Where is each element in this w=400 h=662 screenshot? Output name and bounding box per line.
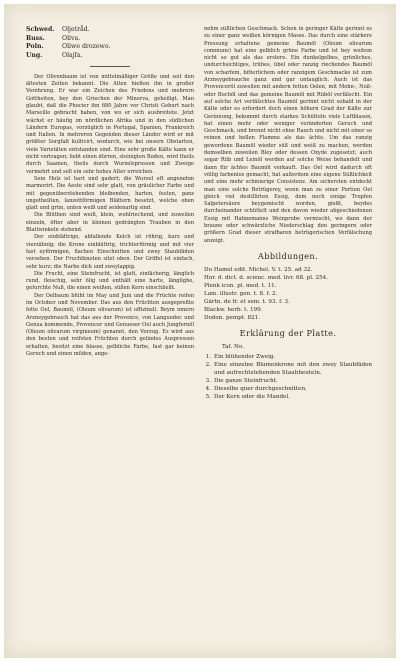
reference-item: Dodon. pempt. 821. xyxy=(204,314,260,321)
body-paragraph: Sein Holz ist hart und gadert; die Wurzel oft angenehm marmorirt. Die Aeste sind sehr glatt, von gräulicher Farbe und mit gegenüberstehenden bleibenden, harten, festen, ganz ungetheilten, lanzettförmigen Blättern besetzt, welche oben glatt und grün, unten weiß und seidenartig sind. xyxy=(26,175,194,212)
reference-item: Hor. d. dict. d. scienc. med. livr. 68. pl. 254. xyxy=(204,274,328,281)
vernacular-names xyxy=(26,26,194,60)
names-value: Oliwe drozewo. xyxy=(62,43,111,51)
reference-item: Lam. illustr. gen. t. 8. f. 2. xyxy=(204,290,278,297)
right-column xyxy=(204,26,372,401)
names-lang: Ung. xyxy=(26,51,43,59)
names-lang: Schwed. xyxy=(26,26,55,33)
section-divider xyxy=(90,66,130,67)
figure-list xyxy=(204,353,372,401)
body-paragraph: nehm süßlichen Geschmack. Schon in geringer Kälte gerinnt es zu einer ganz weißen körnigen Masse. Das durch eine stärkere Pressung erhaltene gemeine Baumöl (Oleum olivarum commune) hat eine gelblich grüne Farbe und ist bey weitem nicht so gut als das erstere. Ein dunkelgelbes, grünliches, undurchsichtiges, trübes, übel oder ranzig riechendes Baumöl von scharfem, bitterlichem oder ranzigem Geschmacke ist zum Arzneygebrauche ganz und gar untauglich. Auch ist das Provenceröl zuweilen mit andern fetten Oelen, mit Mohn-, Nuß- oder Buchöl und das gemeine Baumöl mit Rüböl verfälscht. Ein auf solche Art verfälschtes Baumöl gerinnt nicht sobald in der Kälte oder es erfordert doch einen höhern Grad der Kälte zur Gerinnung, bekommt durch starkes Schütteln viele Luftblasen, hat einen mehr oder weniger veränderten Geruch und Geschmack, und brennt nicht ohne Rauch und nicht mit einer so reinen und hellen Flamme als das ächte. Um das ranzig gewordene Baumöl wieder süß und weiß zu machen, werden demselben zuweilen Bley oder dessen Oxyde zugesetzt; auch sogar Rüb und Leinöl werden auf solche Weise behandelt und dann für ächtes Baumöl verkauft. Das Oel wird dadurch oft völlig farbenlos gemacht, hat außerdem eine eigene Süßlichkeit und eine mehr schmierige Consistenz. Am sichersten entdeckt man eine solche Betrügerey, wenn man zu einer Portion Oel gleich viel destillirten Essig, dem noch einige Tropfen Salpetersäure beygemischt worden, gießt, beydes durcheinander schüttelt und den davon wieder abgeschiedenen Essig mit Hahnemanns Weinprobe vermischt, wo dann der braune oder schwärzliche Niederschlag den geringern oder größern Grad dieser strafbaren betrügerischen Verfälschung anzeigt. xyxy=(204,26,372,244)
reference-item: Gärtn. de fr. et sem. t. 93. f. 3. xyxy=(204,298,290,305)
names-value: Oliva. xyxy=(62,34,81,42)
names-lang: Russ. xyxy=(26,34,45,42)
body-paragraph: Der einblättrige, abfallende Kelch ist röhrig, kurz und vierzähnig; die Krone einblättrig, trichterförmig und mit vier fast eyförmigen, flachen Einschnitten und zwey Staubfäden versehen. Der Fruchtknoten sitzt oben. Der Griffel ist einfach, sehr kurz; die Narbe dick und zweylappig. xyxy=(26,234,194,270)
figure-number: 1. xyxy=(205,353,211,360)
figure-number: 4. xyxy=(205,385,211,392)
body-paragraph: Die Blüthen sind weiß, klein, wohlriechend, und zuweilen einzeln, öfter aber in kleinen gedrängten Trauben in den Blattwinkeln stehend. xyxy=(26,212,194,234)
names-value: Olajfa. xyxy=(62,51,83,59)
left-column xyxy=(26,26,194,358)
abbildungen-heading: Abbildungen. xyxy=(257,250,319,261)
names-lang: Poln. xyxy=(26,43,44,51)
figure-number: 5. xyxy=(205,393,211,400)
page-sheet xyxy=(4,4,396,658)
body-paragraph: Der Olivenbaum ist von mittelmäßiger Größe und seit den ältesten Zeiten bekannt. Die Alten hielten ihn in großer Verehrung. Er war ein Zeichen des Friedens und mehrern Gottheiten, bey den Griechen der Minerva, geheiligt. Man glaubt, daß die Phocier ihn 680 Jahre vor Christi Geburt nach Marseille gebracht haben, von wo er sich ausbreitete. Jetzt wächst er häufig im nördlichen Afrika und in den südlichen Ländern Europas, vorzüglich in Portugal, Spanien, Frankreich und Italien. In mehreren Gegenden dieser Länder wird er mit größter Sorgfalt kultivirt, wodurch, wie bei unsern Obstarten, viele Varietäten entstanden sind. Eine sehr große Kälte kann er nicht vertragen; liebt einen dürren, steinigten Boden, wird theils durch Saamen, theils durch Wurzelsprossen und Zweige vermehrt und soll ein sehr hohes Alter erreichen. xyxy=(26,73,194,175)
body-paragraph: Der Oelbaum blüht im May und Juni und die Früchte reifen im October und November. Das aus den Früchten ausgepreßte fette Oel, Baumöl, (Oleum olivarum) ist offizinell. Beym innern Arzneygebrauch hat das aus der Provence, von Languedoc und Genua kommende, Provencer und Genueser Oel auch Jungfernöl (Oleum olivarum virgineum) genannt, den Vorzug. Es wird aus den besten und reifsten Früchten durch gelindes Auspressen erhalten, besitzt eine blasse, gelbliche Farbe, fast gar keinen Geruch und einen milden, ange- xyxy=(26,292,194,358)
figure-caption: Ein blühender Zweig. xyxy=(214,353,276,360)
figure-caption: Die ganze Steinfrucht. xyxy=(214,377,278,384)
plate-number-label: Taf. No. xyxy=(222,343,244,350)
plate-explanation-heading: Erklärung der Platte. xyxy=(239,327,337,338)
figure-number: 3. xyxy=(205,377,211,384)
reference-item: Du Hamel edit. Michel. V. t. 25. ad 32. xyxy=(204,266,313,273)
figure-caption: Der Kern oder die Mandel. xyxy=(214,393,290,400)
body-paragraph: Die Frucht, eine Steinfrucht, ist glatt, einfächerig, länglich rund, fleischig, sehr ölig und enthält eine harte, länglighe, gefurchte Nuß, die einen weißen, süßen Kern einschließt. xyxy=(26,270,194,292)
figure-caption: Dieselbe quer durchgeschnitten. xyxy=(214,385,307,392)
reference-item: Plenk icon. pl. med. t. 11. xyxy=(204,282,277,289)
reference-list xyxy=(204,266,372,322)
names-value: Oljetråd. xyxy=(62,26,90,33)
figure-number: 2. xyxy=(205,361,211,368)
reference-item: Blackw. herb. t. 199. xyxy=(204,306,263,313)
figure-caption: Eine einzelne Blumenkrone mit den zwey Staubfäden und aufrechtstehenden Staubbeuteln. xyxy=(214,361,372,376)
